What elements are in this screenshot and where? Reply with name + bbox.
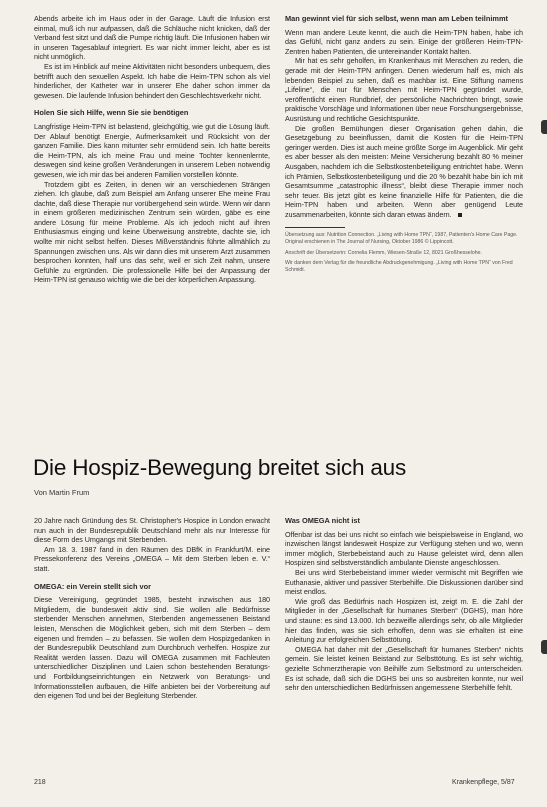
footnote: Übersetzung aus: Nutrition Connection. „Living with Home TPN“, 1987, Patienten's Home Care Page. Original erschienen in The Journal of Nursing, Oktober 1986 © Lippincott. xyxy=(285,232,518,246)
end-of-article-mark xyxy=(458,213,462,217)
journal-issue: Krankenpflege, 5/87 xyxy=(452,779,515,786)
page-number: 218 xyxy=(34,779,46,786)
bottom-right-paragraphs xyxy=(285,530,523,693)
article-headline: Die Hospiz-Bewegung breitet sich aus xyxy=(33,455,406,480)
section-heading-leben: Man gewinnt viel für sich selbst, wenn man am Leben teilnimmt xyxy=(285,14,508,23)
paragraph: Diese Vereinigung, gegründet 1985, besteht inzwischen aus 180 Mitgliedern, die bundesweit aktiv sind. Sie wollen alle Bedürfnisse sterbender Menschen annehmen, Sterbenden angemessenen Beistand leisten, Menschen die Möglichkeit geben, sich mit dem Sterben – dem eigenen und fremden – zu befassen. Sie wollen dem Hospizgedanken in der Bundesrepublik Deutschland zum Durchbruch verhelfen. Hospize zur Realität werden lassen. Dazu will OMEGA zusammen mit Fachleuten unterschiedlicher Disziplinen und Laien schon bestehenden Beratungs- und Fortbildungseinrichtungen ein Netzwerk von Beratungs- und Informationsstellen aufbauen, die Hilfe anbieten bei der Vorbereitung auf den eigenen Tod und bei der Begleitung Sterbender. xyxy=(34,595,270,701)
bottom-left-paragraphs xyxy=(34,595,270,701)
footnote: Wir danken dem Verlag für die freundliche Abdruckgenehmigung. „Living with Home TPN“ von Fred Schmidt. xyxy=(285,260,513,273)
top-left-column xyxy=(34,14,270,446)
lead-paragraph: Am 18. 3. 1987 fand in den Räumen des DBfK in Frankfurt/M. eine Pressekonferenz des Vereins „OMEGA – Mit dem Sterben leben e. V.“ statt. xyxy=(34,544,270,573)
paragraph: Langfristige Heim-TPN ist belastend, gleichgültig, wie gut die Lösung läuft. Der Ablauf benötigt Energie, Aufmerksamkeit und Rücksicht von der ganzen Familie. Dies kann mitunter sehr ermüdend sein. Ich hatte bereits die Heim-TPN, als ich meine Frau und meine Tochter kennenlernte, deswegen sind keine großen Veränderungen in unserem Leben notwendig gewesen, wie ich mir das bei anderen Familien vorstellen könnte. xyxy=(34,121,270,179)
paragraph: Trotzdem gibt es Zeiten, in denen wir an verschiedenen Strängen ziehen. Ich glaube, daß zum Beispiel am Anfang unserer Ehe meine Frau dachte, daß diese Therapie nur vorübergehend sein würde. Wenn wir dann in einem größeren medizinischen Zentrum sein würden, gäbe es eine andere Lösung für meine Probleme. Als ich jedoch nicht auf ihren Enthusiasmus einging und keine Überweisung anstrebte, dachte sie, ich wollte mir nicht selbst helfen. Dieses Mißverständnis führte allmählich zu Spannungen zwischen uns. Als wir dann dies mit unserem Arzt zusammen besprochen konnten, half uns das sehr, weil er sich Zeit nahm, unsere Gefühle zu ergründen. Die professionelle Hilfe bei der Anpassung der Heim-TPN ist genauso wichtig wie die bei der körperlichen Anpassung. xyxy=(34,179,270,285)
paragraph: Abends arbeite ich im Haus oder in der Garage. Läuft die Infusion erst einmal, muß ich nur aufpassen, daß die Schläuche nicht knicken, daß der Verband fest sitzt und daß die Pumpe richtig läuft. Die Infusionen haben wir in unseren Tagesablauf integriert. Es war nicht immer leicht, aber es ist nicht unmöglich. xyxy=(34,14,270,62)
top-right-paragraphs xyxy=(285,28,523,220)
article-lead xyxy=(34,516,270,574)
paragraph: Die großen Bemühungen dieser Organisation gehen dahin, die Gesetzgebung zu beeinflussen, damit die Kosten für die Heim-TPN geringer werden. Dies ist auch meine größte Sorge im Augenblick. Mir geht es aber besser als den meisten: Meine Versicherung bezahlt 80 % meiner Ausgaben, nachdem ich die Selbstkostenbeteiligung entrichtet habe. Wenn ich Prämien, Selbstkostenbeteiligung und die 20 % bezahlt habe bin ich mit Gesamtsumme „catastrophic illness“, bleibt diese Therapie immer noch sehr teuer. Bis jetzt gibt es keine finanzielle Hilfe für Patienten, die die Heim-TPN haben und arbeiten. Wenn aber genügend Leute zusammenarbeiten, könnte sich daran etwas ändern. xyxy=(285,123,523,219)
paragraph: Offenbar ist das bei uns nicht so einfach wie beispielsweise in England, wo inzwischen längst landesweit Hospize zur Verfügung stehen und wo, wenn immer möglich, Sterbebeistand auch zu Hause geleistet wird, denn allen Hospizen sind selbstverständlich ambulante Dienste angeschlossen. xyxy=(285,529,523,568)
paragraph: OMEGA hat daher mit der „Gesellschaft für humanes Sterben“ nichts gemein. Sie leistet keinen Beistand zur Selbsttötung. Es ist sehr wichtig, gezielte Schmerztherapie von Beihilfe zum Selbstmord zu unterscheiden. Es ist schade, daß sich die DGHS bei uns so ausbreiten konnte, nur weil sehr den unterschiedlichen Bedürfnissen angemessene Sterbehilfe fehlt. xyxy=(285,644,523,693)
top-left-paragraphs-b xyxy=(34,122,270,285)
top-left-paragraphs-a xyxy=(34,14,270,100)
section-heading-was-omega-nicht-ist: Was OMEGA nicht ist xyxy=(285,516,361,525)
section-heading-hilfe: Holen Sie sich Hilfe, wenn Sie sie benötigen xyxy=(34,108,189,118)
footnote-divider xyxy=(285,227,345,228)
paragraph: Bei uns wird Sterbebeistand immer wieder vermischt mit Begriffen wie Euthanasie, aktiver und passiver Sterbehilfe. Die Diskussionen darüber sind meist endlos. xyxy=(285,567,523,597)
footnotes xyxy=(285,232,523,273)
page-edge-mark xyxy=(541,640,547,654)
paragraph: Wenn man andere Leute kennt, die auch die Heim-TPN haben, habe ich das Gefühl, nicht ganz anders zu sein. Einige der größeren Heim-TPN-Zentren haben Patienten, die untereinander Kontakt halten. xyxy=(285,27,523,56)
lead-paragraph: 20 Jahre nach Gründung des St. Christopher's Hospice in London erwacht nun auch in der Bundesrepublik Deutschland mehr als nur Interesse für diese Form des Umgangs mit Sterbenden. xyxy=(34,516,270,545)
paragraph: Es ist im Hinblick auf meine Aktivitäten nicht besonders unbequem, dies betrifft auch den sexuellen Aspekt. Ich habe die Heim-TPN schon als viel hinderlicher, der Katheter war in unserer Ehe daher schon immer da gewesen. Die laufende Infusion behindert den Geschlechtsverkehr nicht. xyxy=(34,61,270,100)
top-right-column xyxy=(285,14,523,446)
article-byline: Von Martin Frum xyxy=(34,488,90,497)
section-heading-omega: OMEGA: ein Verein stellt sich vor xyxy=(34,581,152,591)
paragraph: Wie groß das Bedürfnis nach Hospizen ist, zeigt m. E. die Zahl der Mitglieder in der „Gesellschaft für humanes Sterben“ (DGHS), man höre und staune: es sind 13.000. Ich bezweifle allerdings sehr, ob alle Mitglieder hier das finden, was sie sich erhoffen, denn was sie erhalten ist eine Anleitung zur erfolgreichen Selbsttötung. xyxy=(285,596,523,645)
paragraph: Mir hat es sehr geholfen, im Krankenhaus mit Menschen zu reden, die gerade mit der Heim-TPN anfingen. Denen wiederum half es, mich als lebenden Beispiel zu sehen, daß es machbar ist. Eine Stiftung namens „Lifeline“, die nur für Menschen mit Heim-TPN gegründet wurde, veröffentlicht einen Rundbrief, der persönliche Nachrichten bringt, sowie praktische Vorschläge und Informationen über neue Forschungsergebnisse, Ausrüstung und rechtliche Gesichtspunkte. xyxy=(285,56,523,123)
footnote: Anschrift der Übersetzerin: Cornelia Flemm, Wiesen-Straße 12, 8021 Großhesselohe. xyxy=(285,249,482,256)
page-edge-mark xyxy=(541,120,547,134)
bottom-right-column xyxy=(285,516,523,776)
bottom-left-column xyxy=(34,516,270,776)
